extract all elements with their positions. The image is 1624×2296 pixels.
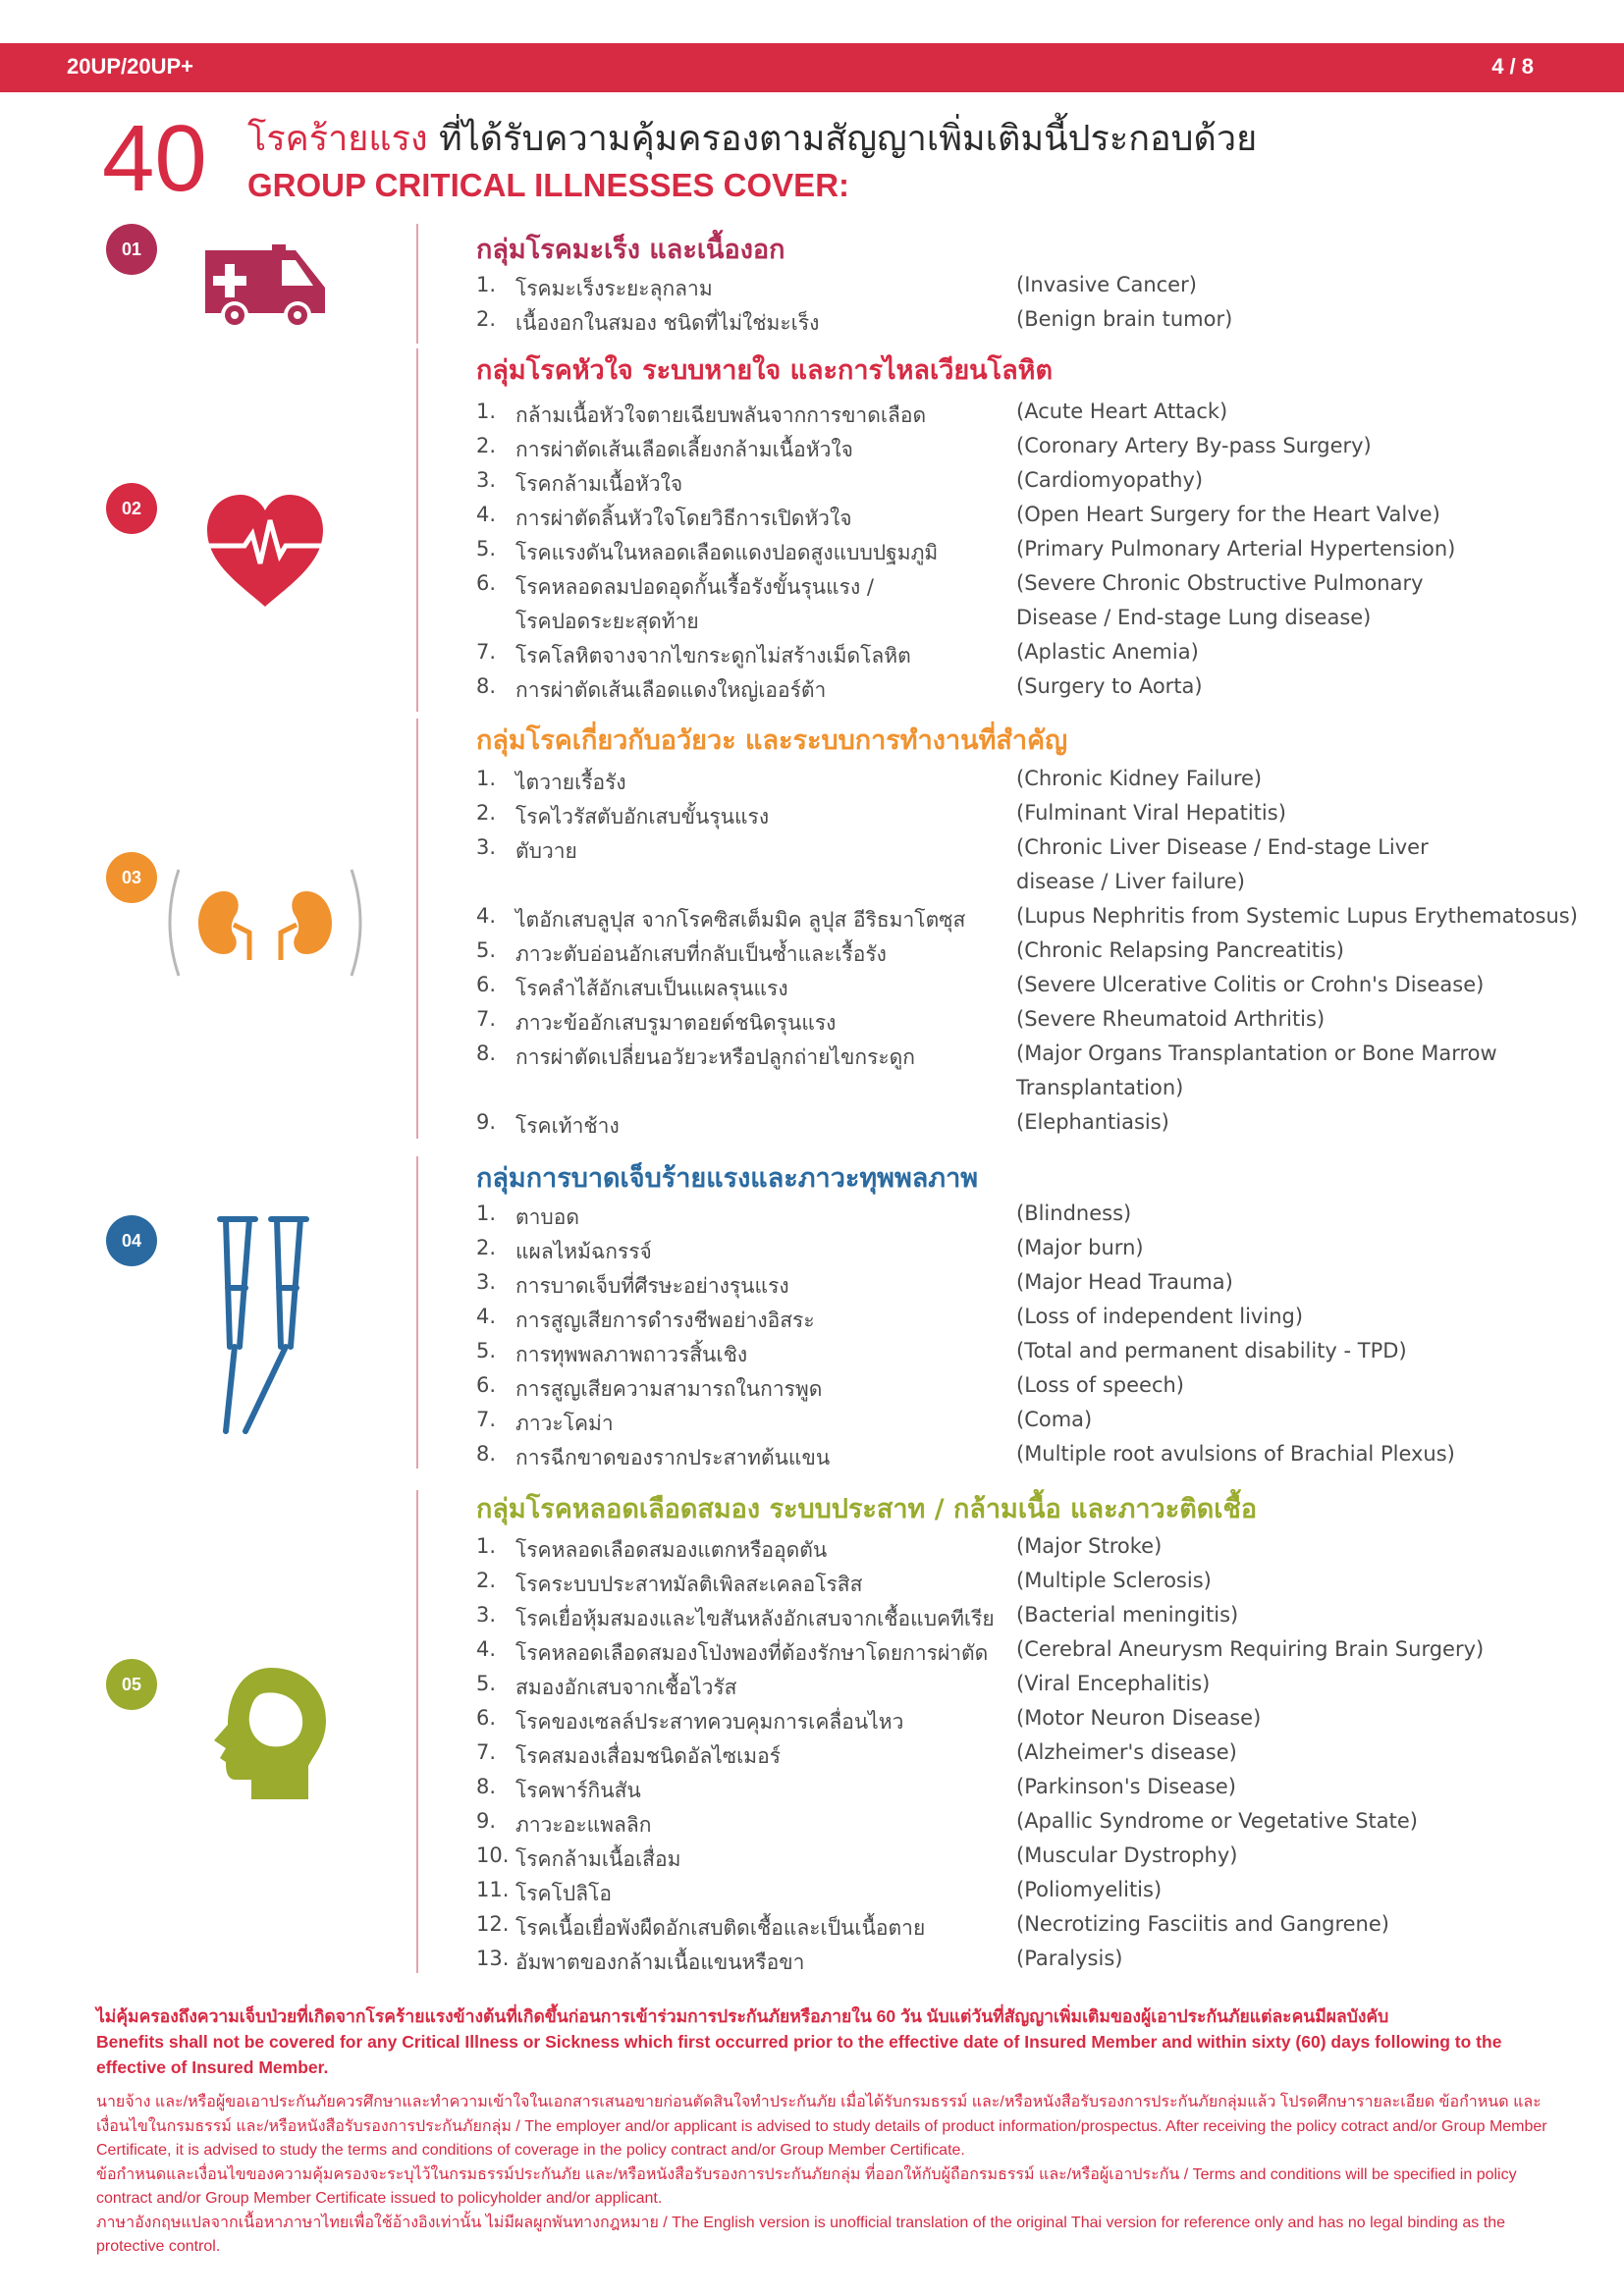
list-item: โรคปอดระยะสุดท้าย Disease / End-stage Lung disease) xyxy=(515,606,1372,633)
divider-group-1 xyxy=(416,224,418,344)
list-item: 4. การสูญเสียการดำรงชีพอย่างอิสระ (Loss of independent living) xyxy=(476,1305,1304,1332)
list-item: 4. โรคหลอดเลือดสมองโป่งพองที่ต้องรักษาโดยการผ่าตัด (Cerebral Aneurysm Requiring Brain Surgery) xyxy=(476,1637,1485,1665)
group-badge-05: 05 xyxy=(106,1659,157,1710)
group-heading-heart: กลุ่มโรคหัวใจ ระบบหายใจ และการไหลเวียนโลหิต xyxy=(476,355,1054,386)
group-badge-02: 02 xyxy=(106,483,157,534)
list-item: 11. โรคโปลิโอ (Poliomyelitis) xyxy=(476,1878,1163,1905)
group-badge-04: 04 xyxy=(106,1215,157,1266)
list-item: 8. การฉีกขาดของรากประสาทต้นแขน (Multiple root avulsions of Brachial Plexus) xyxy=(476,1442,1455,1469)
list-item: 9. ภาวะอะแพลลิก (Apallic Syndrome or Vegetative State) xyxy=(476,1809,1418,1837)
list-item: 7. ภาวะข้ออักเสบรูมาตอยด์ชนิดรุนแรง (Severe Rheumatoid Arthritis) xyxy=(476,1007,1326,1035)
kidneys-icon xyxy=(167,864,363,982)
list-item: 6. การสูญเสียความสามารถในการพูด (Loss of speech) xyxy=(476,1373,1185,1401)
disclaimer-english: Benefits shall not be covered for any Critical Illness or Sickness which first occurred prior to the effective date of Insured Member and within sixty (60) days following to the effective of Insured Member. xyxy=(96,2032,1502,2077)
crutches-icon xyxy=(216,1209,314,1437)
illness-count: 40 xyxy=(102,106,207,211)
list-item: 2. แผลไหม้ฉกรรจ์ (Major burn) xyxy=(476,1236,1144,1263)
list-item: disease / Liver failure) xyxy=(1016,870,1245,893)
fine-print-paragraph: ภาษาอังกฤษแปลจากเนื้อหาภาษาไทยเพื่อใช้อ้างอิงเท่านั้น ไม่มีผลผูกพันทางกฎหมาย / The English version is unofficial translation of the original Thai version for reference only and has no legal binding as the protective control. xyxy=(96,2214,1505,2255)
page-number: 4 / 8 xyxy=(1491,54,1534,79)
header-bar xyxy=(0,43,1624,92)
list-item: 10. โรคกล้ามเนื้อเสื่อม (Muscular Dystrophy) xyxy=(476,1843,1238,1871)
list-item: 3. ตับวาย (Chronic Liver Disease / End-stage Liver xyxy=(476,835,1429,863)
group-heading-cancer: กลุ่มโรคมะเร็ง และเนื้องอก xyxy=(476,235,785,265)
fine-print-paragraph: นายจ้าง และ/หรือผู้ขอเอาประกันภัยควรศึกษาและทำความเข้าใจในเอกสารเสนอขายก่อนตัดสินใจทำประกันภัย เมื่อได้รับกรมธรรม์ และ/หรือหนังสือรับรองการประกันภัยกลุ่มแล้ว โปรดศึกษารายละเอียด ข้อกำหนด และเงื่อนไขในกรมธรรม์ และ/หรือหนังสือรับรองการประกันภัยกลุ่ม / The employer and/or applicant is advised to study details of product information/prospectus. After receiving the policy cotract and/or Group Member Certificate, it is advised to study the terms and conditions of coverage in the policy contract and/or Group Member Certificate. xyxy=(96,2094,1547,2159)
plan-label: 20UP/20UP+ xyxy=(67,54,194,79)
ambulance-icon xyxy=(201,240,329,331)
list-item: 13. อัมพาตของกล้ามเนื้อแขนหรือขา (Paralysis) xyxy=(476,1947,1123,1974)
list-item: 4. ไตอักเสบลูปุส จากโรคซิสเต็มมิค ลูปุส อีริธมาโตซุส (Lupus Nephritis from Systemic Lupus Erythematosus) xyxy=(476,904,1578,932)
list-item: 7. โรคสมองเสื่อมชนิดอัลไซเมอร์ (Alzheimer's disease) xyxy=(476,1740,1237,1768)
list-item: 1. ตาบอด (Blindness) xyxy=(476,1201,1132,1229)
list-item: 2. เนื้องอกในสมอง ชนิดที่ไม่ใช่มะเร็ง (Benign brain tumor) xyxy=(476,307,1233,335)
list-item: 5. ภาวะตับอ่อนอักเสบที่กลับเป็นซ้ำและเรื้อรัง (Chronic Relapsing Pancreatitis) xyxy=(476,938,1344,966)
list-item: 1. โรคมะเร็งระยะลุกลาม (Invasive Cancer) xyxy=(476,273,1197,300)
list-item: 7. ภาวะโคม่า (Coma) xyxy=(476,1408,1093,1435)
fine-print-paragraph: ข้อกำหนดและเงื่อนไขของความคุ้มครองจะระบุไว้ในกรมธรรม์ประกันภัย และ/หรือหนังสือรับรองการประกันภัยกลุ่ม ที่ออกให้กับผู้ถือกรมธรรม์ และ/หรือผู้เอาประกัน / Terms and conditions will be specified in policy contract and/or Group Member Certificate issued to policyholder and/or applicant. xyxy=(96,2165,1517,2207)
group-heading-organs: กลุ่มโรคเกี่ยวกับอวัยวะ และระบบการทำงานที่สำคัญ xyxy=(476,725,1068,756)
divider-group-2 xyxy=(416,348,418,712)
fine-print xyxy=(96,2091,1549,2260)
list-item: 7. โรคโลหิตจางจากไขกระดูกไม่สร้างเม็ดโลหิต (Aplastic Anemia) xyxy=(476,640,1199,667)
title-thai-rest: ที่ได้รับความคุ้มครองตามสัญญาเพิ่มเติมนี้ประกอบด้วย xyxy=(427,119,1258,159)
list-item: 8. การผ่าตัดเส้นเลือดแดงใหญ่เออร์ต้า (Surgery to Aorta) xyxy=(476,674,1203,702)
title-thai-highlight: โรคร้ายแรง xyxy=(247,119,428,159)
list-item: 2. การผ่าตัดเส้นเลือดเลี้ยงกล้ามเนื้อหัวใจ (Coronary Artery By-pass Surgery) xyxy=(476,434,1372,461)
list-item: 3. โรคกล้ามเนื้อหัวใจ (Cardiomyopathy) xyxy=(476,468,1204,496)
heart-pulse-icon xyxy=(201,491,329,609)
divider-group-3 xyxy=(416,719,418,1139)
list-item: 6. โรคของเซลล์ประสาทควบคุมการเคลื่อนไหว (Motor Neuron Disease) xyxy=(476,1706,1262,1734)
divider-group-4 xyxy=(416,1156,418,1468)
list-item: 5. การทุพพลภาพถาวรสิ้นเชิง (Total and permanent disability - TPD) xyxy=(476,1339,1407,1366)
page-title-thai xyxy=(247,110,1257,166)
list-item: 1. ไตวายเรื้อรัง (Chronic Kidney Failure) xyxy=(476,767,1263,794)
list-item: 8. การผ่าตัดเปลี่ยนอวัยวะหรือปลูกถ่ายไขกระดูก (Major Organs Transplantation or Bone Marrow xyxy=(476,1041,1497,1069)
list-item: 6. โรคหลอดลมปอดอุดกั้นเรื้อรังขั้นรุนแรง / (Severe Chronic Obstructive Pulmonary xyxy=(476,571,1424,599)
list-item: 1. โรคหลอดเลือดสมองแตกหรืออุดตัน (Major Stroke) xyxy=(476,1534,1163,1562)
list-item: 1. กล้ามเนื้อหัวใจตายเฉียบพลันจากการขาดเลือด (Acute Heart Attack) xyxy=(476,400,1228,427)
list-item: 2. โรคไวรัสตับอักเสบขั้นรุนแรง (Fulminant Viral Hepatitis) xyxy=(476,801,1286,828)
exclusion-disclaimer xyxy=(96,2003,1549,2080)
list-item: 4. การผ่าตัดลิ้นหัวใจโดยวิธีการเปิดหัวใจ (Open Heart Surgery for the Heart Valve) xyxy=(476,503,1440,530)
list-item: 2. โรคระบบประสาทมัลติเพิลสะเคลอโรสิส (Multiple Sclerosis) xyxy=(476,1569,1212,1596)
list-item: 3. การบาดเจ็บที่ศีรษะอย่างรุนแรง (Major Head Trauma) xyxy=(476,1270,1233,1298)
list-item: 9. โรคเท้าช้าง (Elephantiasis) xyxy=(476,1110,1169,1138)
disclaimer-thai: ไม่คุ้มครองถึงความเจ็บป่วยที่เกิดจากโรคร้ายแรงข้างต้นที่เกิดขึ้นก่อนการเข้าร่วมการประกันภัยหรือภายใน 60 วัน นับแต่วันที่สัญญาเพิ่มเติมของผู้เอาประกันภัยแต่ละคนมีผลบังคับ xyxy=(96,2006,1389,2026)
list-item: 8. โรคพาร์กินสัน (Parkinson's Disease) xyxy=(476,1775,1236,1802)
list-item: 6. โรคลำไส้อักเสบเป็นแผลรุนแรง (Severe Ulcerative Colitis or Crohn's Disease) xyxy=(476,973,1485,1000)
group-heading-injury: กลุ่มการบาดเจ็บร้ายแรงและภาวะทุพพลภาพ xyxy=(476,1163,979,1194)
page-title-english: GROUP CRITICAL ILLNESSES COVER: xyxy=(247,167,850,203)
list-item: 5. สมองอักเสบจากเชื้อไวรัส (Viral Encephalitis) xyxy=(476,1672,1211,1699)
group-heading-neuro: กลุ่มโรคหลอดเลือดสมอง ระบบประสาท / กล้ามเนื้อ และภาวะติดเชื้อ xyxy=(476,1494,1258,1524)
group-badge-03: 03 xyxy=(106,852,157,903)
list-item: 3. โรคเยื่อหุ้มสมองและไขสันหลังอักเสบจากเชื้อแบคทีเรีย (Bacterial meningitis) xyxy=(476,1603,1239,1630)
list-item: 12. โรคเนื้อเยื่อพังผืดอักเสบติดเชื้อและเป็นเนื้อตาย (Necrotizing Fasciitis and Gangrene) xyxy=(476,1912,1389,1940)
list-item: Transplantation) xyxy=(1016,1076,1184,1099)
divider-group-5 xyxy=(416,1490,418,1973)
list-item: 5. โรคแรงดันในหลอดเลือดแดงปอดสูงแบบปฐมภูมิ (Primary Pulmonary Arterial Hypertension) xyxy=(476,537,1456,564)
head-profile-icon xyxy=(206,1664,329,1801)
group-badge-01: 01 xyxy=(106,224,157,275)
